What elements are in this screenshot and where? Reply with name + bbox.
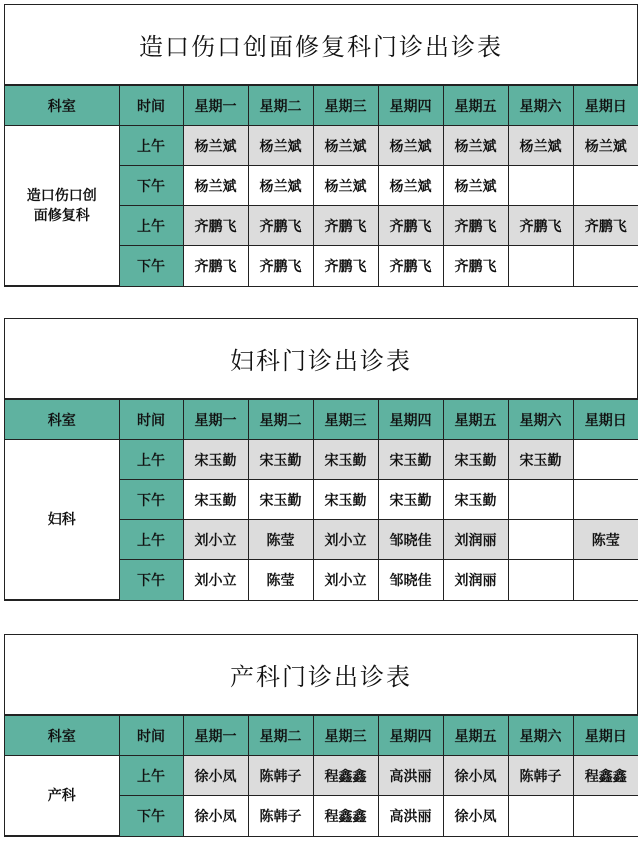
doctor-cell: 邹晓佳 — [378, 520, 443, 560]
doctor-cell: 杨兰斌 — [443, 126, 508, 166]
doctor-cell: 高洪丽 — [378, 796, 443, 836]
header-day: 星期五 — [443, 400, 508, 440]
table-row — [5, 126, 638, 166]
doctor-cell: 杨兰斌 — [248, 166, 313, 206]
dept-name-line: 妇科 — [47, 511, 76, 528]
time-cell: 上午 — [119, 440, 183, 480]
header-time: 时间 — [119, 716, 183, 756]
doctor-cell: 宋玉勤 — [248, 440, 313, 480]
doctor-cell: 陈莹 — [248, 560, 313, 600]
doctor-cell: 陈韩子 — [248, 756, 313, 796]
doctor-cell: 宋玉勤 — [183, 480, 248, 520]
doctor-cell: 徐小凤 — [183, 796, 248, 836]
header-day: 星期二 — [248, 86, 313, 126]
doctor-cell: 刘润丽 — [443, 560, 508, 600]
doctor-cell: 宋玉勤 — [313, 440, 378, 480]
doctor-cell: 齐鹏飞 — [248, 246, 313, 286]
doctor-cell — [508, 560, 573, 600]
header-day: 星期六 — [508, 400, 573, 440]
schedule-table — [5, 399, 638, 600]
doctor-cell: 齐鹏飞 — [573, 206, 638, 246]
doctor-cell: 杨兰斌 — [508, 126, 573, 166]
doctor-cell: 宋玉勤 — [313, 480, 378, 520]
doctor-cell — [508, 796, 573, 836]
doctor-cell: 陈莹 — [248, 520, 313, 560]
header-day: 星期四 — [378, 86, 443, 126]
doctor-cell: 杨兰斌 — [573, 126, 638, 166]
schedule-table — [5, 715, 638, 836]
time-cell: 下午 — [119, 796, 183, 836]
doctor-cell: 杨兰斌 — [183, 126, 248, 166]
schedule-title: 造口伤口创面修复科门诊出诊表 — [5, 5, 637, 85]
time-cell: 上午 — [119, 206, 183, 246]
doctor-cell: 宋玉勤 — [443, 440, 508, 480]
doctor-cell: 齐鹏飞 — [508, 206, 573, 246]
schedule-obstetrics — [4, 634, 638, 837]
header-row — [5, 716, 638, 756]
doctor-cell: 齐鹏飞 — [378, 206, 443, 246]
schedule-gynecology — [4, 318, 638, 601]
header-day: 星期日 — [573, 86, 638, 126]
doctor-cell: 齐鹏飞 — [443, 206, 508, 246]
header-time: 时间 — [119, 400, 183, 440]
doctor-cell: 齐鹏飞 — [313, 206, 378, 246]
header-row — [5, 86, 638, 126]
doctor-cell: 刘小立 — [183, 560, 248, 600]
dept-cell — [5, 440, 119, 600]
dept-name-line: 面修复科 — [33, 207, 90, 224]
doctor-cell — [508, 520, 573, 560]
doctor-cell — [573, 560, 638, 600]
doctor-cell: 邹晓佳 — [378, 560, 443, 600]
doctor-cell: 齐鹏飞 — [183, 206, 248, 246]
doctor-cell: 杨兰斌 — [183, 166, 248, 206]
table-row — [5, 440, 638, 480]
doctor-cell: 陈莹 — [573, 520, 638, 560]
header-day: 星期二 — [248, 716, 313, 756]
header-day: 星期三 — [313, 86, 378, 126]
doctor-cell: 杨兰斌 — [313, 126, 378, 166]
doctor-cell: 齐鹏飞 — [183, 246, 248, 286]
header-day: 星期日 — [573, 716, 638, 756]
dept-name-line: 造口伤口创 — [26, 187, 97, 204]
header-dept: 科室 — [5, 400, 119, 440]
doctor-cell — [508, 166, 573, 206]
doctor-cell — [508, 246, 573, 286]
time-cell: 上午 — [119, 756, 183, 796]
doctor-cell: 徐小凤 — [443, 796, 508, 836]
header-day: 星期一 — [183, 86, 248, 126]
table-row — [5, 756, 638, 796]
time-cell: 上午 — [119, 126, 183, 166]
time-cell: 下午 — [119, 480, 183, 520]
doctor-cell: 杨兰斌 — [378, 166, 443, 206]
doctor-cell: 陈韩子 — [248, 796, 313, 836]
doctor-cell: 杨兰斌 — [443, 166, 508, 206]
doctor-cell: 陈韩子 — [508, 756, 573, 796]
doctor-cell: 刘小立 — [313, 560, 378, 600]
doctor-cell: 徐小凤 — [183, 756, 248, 796]
doctor-cell: 高洪丽 — [378, 756, 443, 796]
doctor-cell — [573, 166, 638, 206]
doctor-cell: 齐鹏飞 — [248, 206, 313, 246]
doctor-cell: 宋玉勤 — [443, 480, 508, 520]
doctor-cell: 徐小凤 — [443, 756, 508, 796]
header-dept: 科室 — [5, 716, 119, 756]
doctor-cell: 程鑫鑫 — [573, 756, 638, 796]
doctor-cell — [573, 796, 638, 836]
doctor-cell — [573, 480, 638, 520]
doctor-cell: 杨兰斌 — [313, 166, 378, 206]
doctor-cell — [508, 480, 573, 520]
doctor-cell — [573, 246, 638, 286]
doctor-cell: 程鑫鑫 — [313, 796, 378, 836]
header-day: 星期三 — [313, 400, 378, 440]
header-day: 星期日 — [573, 400, 638, 440]
doctor-cell: 刘润丽 — [443, 520, 508, 560]
doctor-cell: 宋玉勤 — [378, 480, 443, 520]
header-day: 星期五 — [443, 86, 508, 126]
header-day: 星期四 — [378, 716, 443, 756]
header-day: 星期二 — [248, 400, 313, 440]
doctor-cell: 齐鹏飞 — [378, 246, 443, 286]
schedule-table — [5, 85, 638, 286]
doctor-cell: 刘小立 — [313, 520, 378, 560]
header-day: 星期四 — [378, 400, 443, 440]
doctor-cell: 齐鹏飞 — [443, 246, 508, 286]
header-day: 星期一 — [183, 716, 248, 756]
doctor-cell: 齐鹏飞 — [313, 246, 378, 286]
header-day: 星期六 — [508, 716, 573, 756]
time-cell: 下午 — [119, 560, 183, 600]
dept-cell — [5, 756, 119, 836]
header-day: 星期三 — [313, 716, 378, 756]
time-cell: 下午 — [119, 166, 183, 206]
time-cell: 下午 — [119, 246, 183, 286]
doctor-cell: 宋玉勤 — [248, 480, 313, 520]
doctor-cell: 宋玉勤 — [378, 440, 443, 480]
doctor-cell: 杨兰斌 — [378, 126, 443, 166]
schedule-title: 产科门诊出诊表 — [5, 635, 637, 715]
doctor-cell: 杨兰斌 — [248, 126, 313, 166]
dept-name-line: 产科 — [47, 787, 76, 804]
header-day: 星期六 — [508, 86, 573, 126]
schedule-title: 妇科门诊出诊表 — [5, 319, 637, 399]
dept-cell — [5, 126, 119, 286]
doctor-cell — [573, 440, 638, 480]
header-day: 星期五 — [443, 716, 508, 756]
time-cell: 上午 — [119, 520, 183, 560]
schedule-stoma-wound — [4, 4, 638, 287]
doctor-cell: 宋玉勤 — [508, 440, 573, 480]
doctor-cell: 刘小立 — [183, 520, 248, 560]
header-time: 时间 — [119, 86, 183, 126]
doctor-cell: 程鑫鑫 — [313, 756, 378, 796]
header-dept: 科室 — [5, 86, 119, 126]
header-day: 星期一 — [183, 400, 248, 440]
doctor-cell: 宋玉勤 — [183, 440, 248, 480]
header-row — [5, 400, 638, 440]
